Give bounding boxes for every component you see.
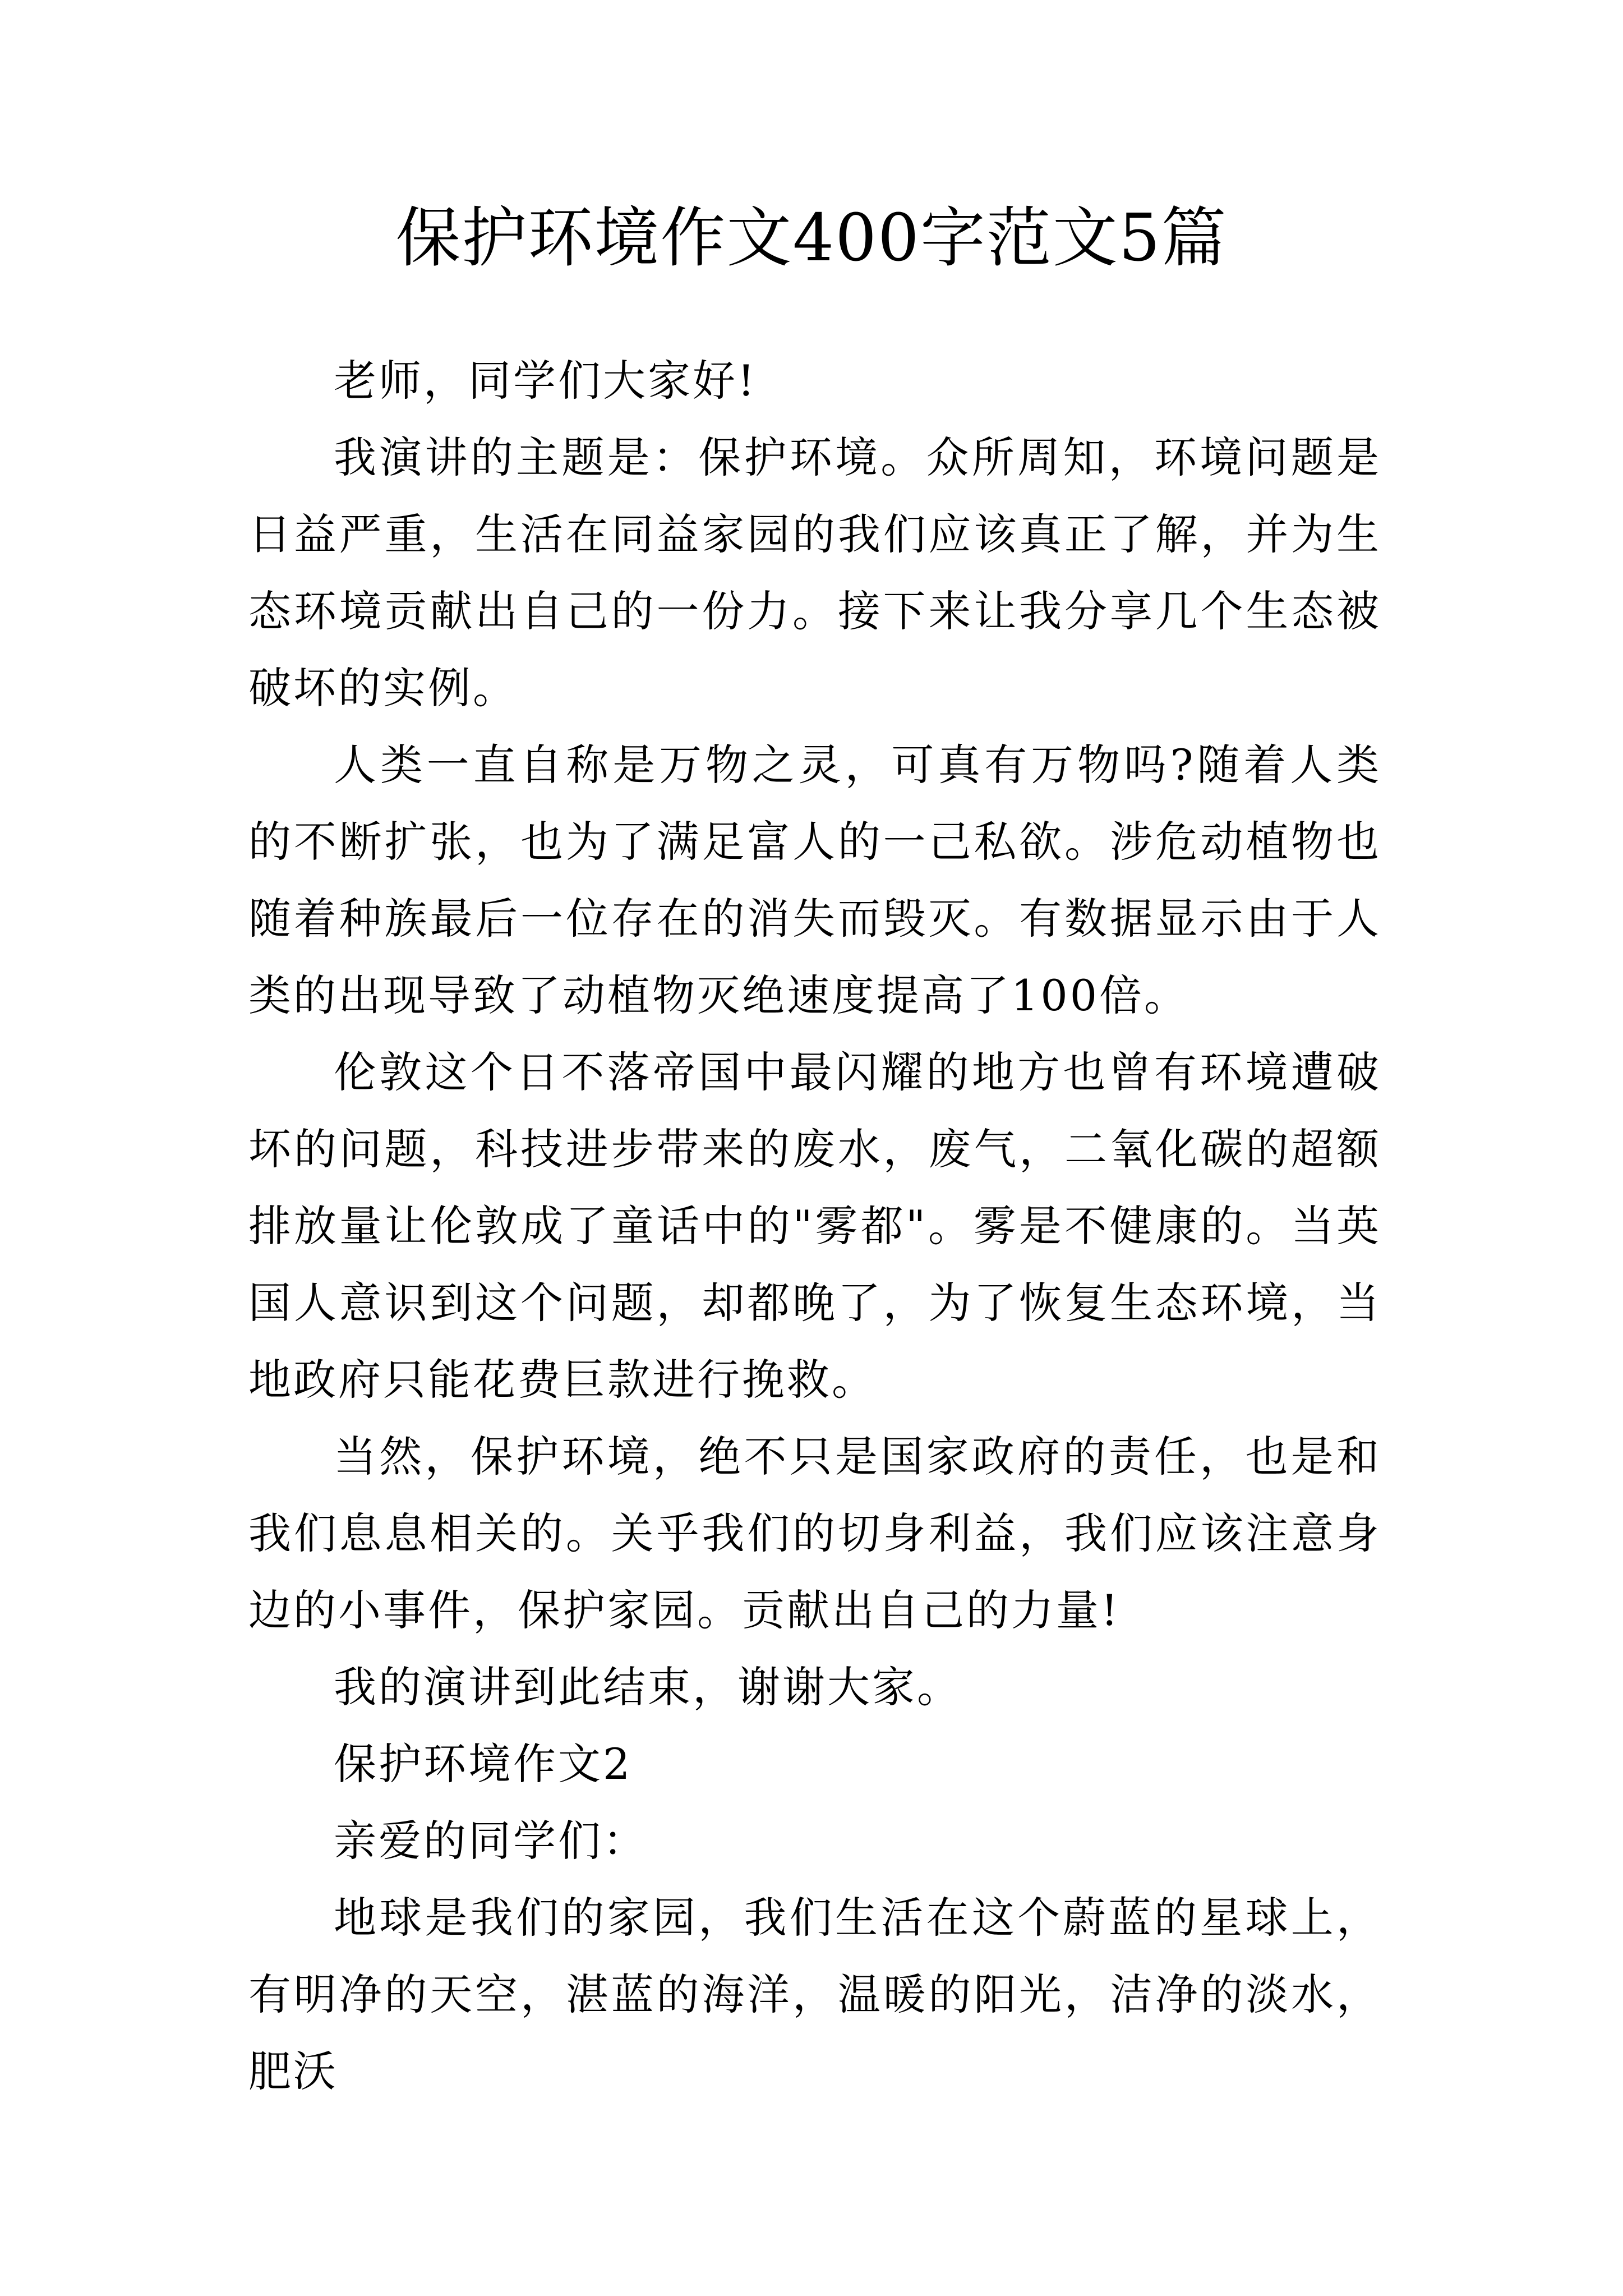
paragraph-responsibility: 当然，保护环境，绝不只是国家政府的责任，也是和我们息息相关的。关乎我们的切身利益，我们应该注意身边的小事件，保护家园。贡献出自己的力量! [248,1432,1381,1635]
paragraph-humans: 人类一直自称是万物之灵，可真有万物吗?随着人类的不断扩张，也为了满足富人的一己私欲。涉危动植物也随着种族最后一位存在的消失而毁灭。有数据显示由于人类的出现导致了动植物灭绝速度提高了100倍。 [248,740,1381,1020]
paragraph-greeting: 老师，同学们大家好! [334,356,757,406]
paragraph-topic: 我演讲的主题是：保护环境。众所周知，环境问题是日益严重，生活在同益家园的我们应该真正了解，并为生态环境贡献出自己的一份力。接下来让我分享几个生态被破坏的实例。 [248,432,1381,713]
document-body [248,342,1381,2110]
paragraph-earth: 地球是我们的家园，我们生活在这个蔚蓝的星球上，有明净的天空，湛蓝的海洋，温暖的阳光，洁净的淡水，肥沃 [248,1893,1381,2096]
section-heading-essay-2: 保护环境作文2 [334,1739,633,1789]
paragraph-london: 伦敦这个日不落帝国中最闪耀的地方也曾有环境遭破坏的问题，科技进步带来的废水，废气，二氧化碳的超额排放量让伦敦成了童话中的"雾都"。雾是不健康的。当英国人意识到这个问题，却都晚了，为了恢复生态环境，当地政府只能花费巨款进行挽救。 [248,1047,1381,1405]
document-title: 保护环境作文400字范文5篇 [395,200,1228,276]
paragraph-closing: 我的演讲到此结束，谢谢大家。 [334,1662,962,1712]
paragraph-salutation: 亲爱的同学们： [334,1816,648,1866]
